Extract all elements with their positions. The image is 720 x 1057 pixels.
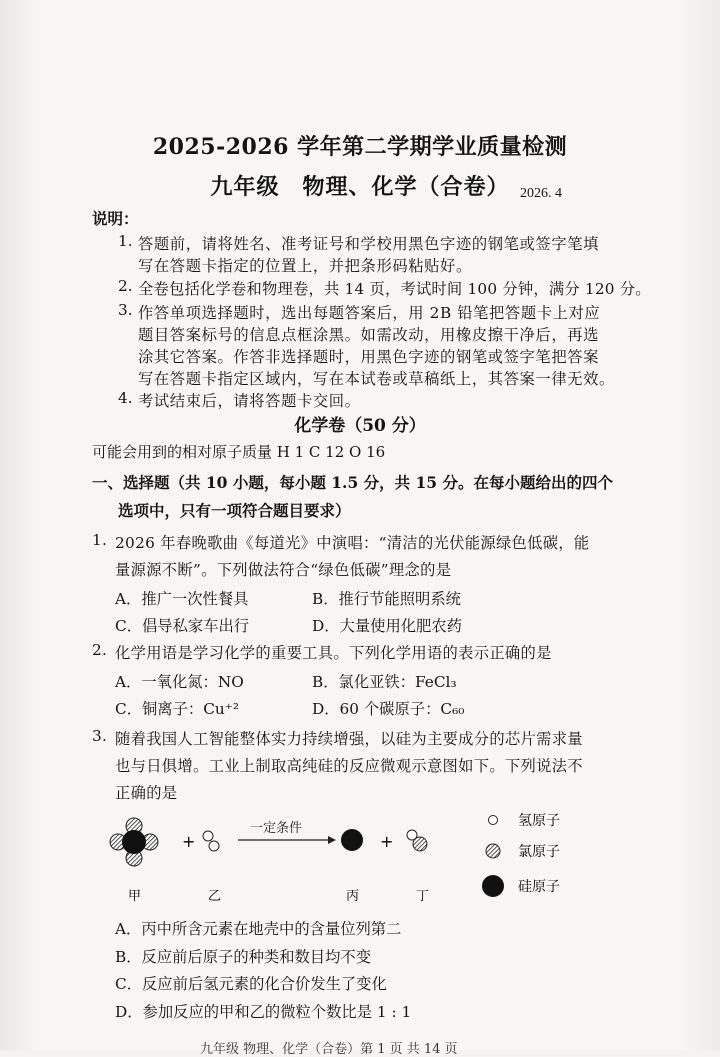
instruction-line: 全卷包括化学卷和物理卷，共 14 页，考试时间 100 分钟，满分 120 分。 <box>138 280 651 298</box>
option-a: A．一氧化氮：NO <box>115 673 244 691</box>
part-heading: 一、选择题（共 10 小题，每小题 1.5 分，共 15 分。在每小题给出的四个 <box>92 473 613 492</box>
molecule-bing <box>341 829 363 851</box>
question-text: 2026 年春晚歌曲《每道光》中演唱：“清洁的光伏能源绿色低碳，能 <box>115 534 590 552</box>
question-number: 1. <box>92 531 108 549</box>
option-c: C．铜离子：Cu⁺² <box>115 700 239 718</box>
option-d: D．60 个碳原子：C₆₀ <box>312 700 465 718</box>
instruction-line: 作答单项选择题时，选出每题答案后，用 2B 铅笔把答题卡上对应 <box>138 304 601 322</box>
exam-subtitle: 九年级 物理、化学（合卷） <box>210 174 510 200</box>
legend-silicon-icon <box>482 875 504 897</box>
instruction-number: 2. <box>118 277 133 295</box>
option-b: B．推行节能照明系统 <box>312 590 461 608</box>
legend-hydrogen: 氢原子 <box>518 813 560 829</box>
option-c: C．反应前后氢元素的化合价发生了变化 <box>115 975 387 993</box>
instruction-line: 考试结束后，请将答题卡交回。 <box>138 392 361 410</box>
option-b: B．反应前后原子的种类和数目均不变 <box>115 948 371 966</box>
instruction-line: 答题前，请将姓名、准考证号和学校用黑色字迹的钢笔或签字笔填 <box>138 235 600 253</box>
label-yi: 乙 <box>208 889 222 904</box>
option-d: D．大量使用化肥农药 <box>312 617 462 635</box>
instruction-line: 题目答案标号的信息点框涂黑。如需改动，用橡皮擦干净后，再选 <box>138 326 600 344</box>
question-text: 也与日俱增。工业上制取高纯硅的反应微观示意图如下。下列说法不 <box>115 757 583 775</box>
instruction-number: 1. <box>118 232 133 250</box>
question-number: 3. <box>92 727 108 745</box>
page-footer: 九年级 物理、化学（合卷）第 1 页 共 14 页 <box>200 1042 458 1057</box>
option-a: A．推广一次性餐具 <box>115 590 249 608</box>
question-text: 正确的是 <box>115 784 178 802</box>
instruction-line: 写在答题卡指定的位置上，并把条形码粘贴好。 <box>138 257 472 275</box>
option-a: A．丙中所含元素在地壳中的含量位列第二 <box>115 920 402 938</box>
exam-date: 2026. 4 <box>520 186 562 201</box>
instructions-heading: 说明： <box>92 209 139 228</box>
plus-sign: + <box>182 832 196 851</box>
option-b: B．氯化亚铁：FeCl₃ <box>312 673 457 691</box>
label-jia: 甲 <box>128 889 142 904</box>
option-d: D．参加反应的甲和乙的微粒个数比是 1 : 1 <box>115 1003 412 1021</box>
exam-title: 2025-2026 学年第二学期学业质量检测 <box>152 134 568 160</box>
instruction-line: 写在答题卡指定区域内，写在本试卷或草稿纸上，其答案一律无效。 <box>138 370 615 388</box>
question-number: 2. <box>92 641 108 659</box>
label-ding: 丁 <box>416 889 430 904</box>
arrow-condition: 一定条件 <box>250 821 303 836</box>
arrow-head <box>328 836 336 844</box>
legend-hydrogen-icon <box>489 816 498 825</box>
section-title: 化学卷（50 分） <box>294 416 426 436</box>
legend-silicon: 硅原子 <box>518 879 560 895</box>
part-heading-cont: 选项中，只有一项符合题目要求） <box>118 501 351 520</box>
question-text: 量源源不断”。下列做法符合“绿色低碳”理念的是 <box>115 561 452 579</box>
question-text: 随着我国人工智能整体实力持续增强，以硅为主要成分的芯片需求量 <box>115 730 583 748</box>
option-c: C．倡导私家车出行 <box>115 617 250 635</box>
atomic-masses: 可能会用到的相对原子质量 H 1 C 12 O 16 <box>92 443 386 461</box>
legend-chlorine: 氯原子 <box>518 844 560 860</box>
molecule-ding <box>407 830 427 851</box>
molecule-jia <box>110 818 158 866</box>
instruction-line: 涂其它答案。作答非选择题时，用黑色字迹的钢笔或签字笔把答案 <box>138 348 600 366</box>
question-text: 化学用语是学习化学的重要工具。下列化学用语的表示正确的是 <box>115 644 552 662</box>
plus-sign: + <box>380 832 394 851</box>
legend-chlorine-icon <box>486 844 500 858</box>
instruction-number: 4. <box>118 389 133 407</box>
molecule-yi <box>203 831 219 851</box>
reaction-diagram <box>100 810 600 910</box>
label-bing: 丙 <box>346 889 360 904</box>
instruction-number: 3. <box>118 301 133 319</box>
